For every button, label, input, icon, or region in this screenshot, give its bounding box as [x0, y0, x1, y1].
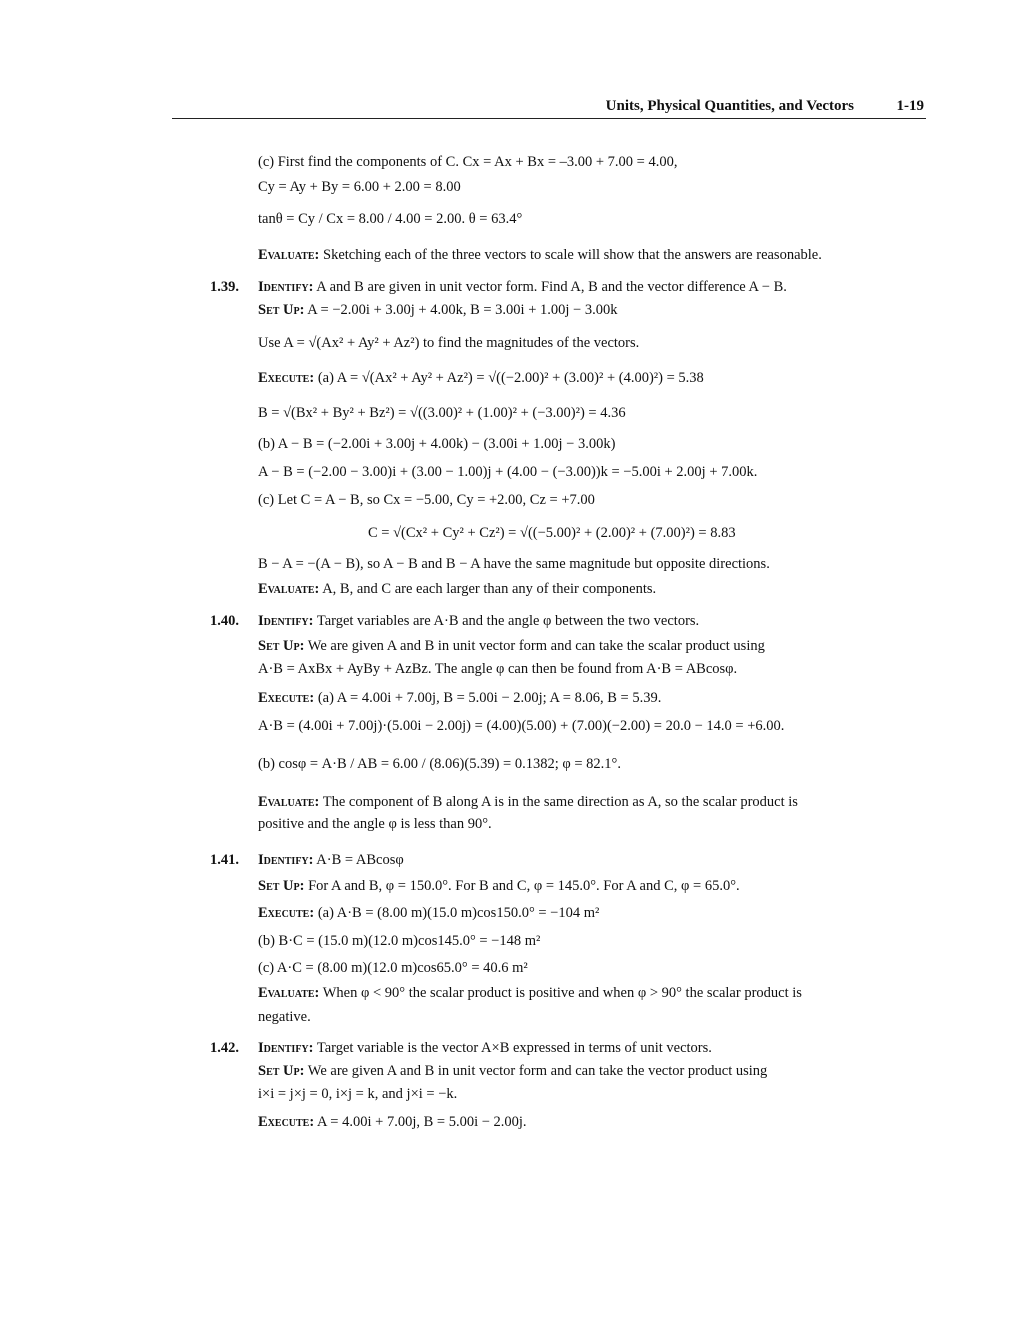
text-line: B − A = −(A − B), so A − B and B − A have the same magnitude but opposite directions. — [258, 556, 770, 572]
line-body: Sketching each of the three vectors to scale will show that the answers are reasonable. — [319, 247, 822, 263]
text-line — [258, 246, 822, 264]
text-line: A·B = AxBx + AyBy + AzBz. The angle φ can then be found from A·B = ABcosφ. — [258, 661, 738, 677]
text-line: negative. — [258, 1009, 311, 1025]
text-line — [258, 580, 656, 598]
text-line: B = √(Bx² + By² + Bz²) = √((3.00)² + (1.00)² + (−3.00)²) = 4.36 — [258, 405, 626, 421]
section-keyword: Identify: — [258, 613, 314, 629]
line-body: (a) A = √(Ax² + Ay² + Az²) = √((−2.00)² + (3.00)² + (4.00)²) = 5.38 — [314, 370, 704, 386]
chapter-title: Units, Physical Quantities, and Vectors — [605, 98, 854, 114]
text-line: A·B = (4.00i + 7.00j)·(5.00i − 2.00j) = (4.00)(5.00) + (7.00)(−2.00) = 20.0 − 14.0 = +6.00. — [258, 718, 785, 734]
text-line — [258, 877, 740, 895]
section-keyword: Identify: — [258, 1040, 314, 1056]
text-line — [258, 793, 798, 811]
text-line — [258, 278, 787, 296]
text-line: (b) A − B = (−2.00i + 3.00j + 4.00k) − (3.00i + 1.00j − 3.00k) — [258, 436, 616, 452]
line-body: A = 4.00i + 7.00j, B = 5.00i − 2.00j. — [314, 1114, 527, 1130]
section-keyword: Execute: — [258, 905, 315, 921]
line-body: We are given A and B in unit vector form and can take the scalar product using — [304, 638, 765, 654]
text-line: (c) First find the components of C. Cx = Ax + Bx = –3.00 + 7.00 = 4.00, — [258, 154, 678, 170]
text-line: Use A = √(Ax² + Ay² + Az²) to find the magnitudes of the vectors. — [258, 335, 640, 351]
running-header — [172, 98, 926, 119]
section-keyword: Evaluate: — [258, 581, 320, 597]
section-keyword: Set Up: — [258, 638, 305, 654]
text-line — [258, 851, 404, 869]
text-line: (b) B·C = (15.0 m)(12.0 m)cos145.0° = −148 m² — [258, 933, 541, 949]
text-line: (b) cosφ = A·B / AB = 6.00 / (8.06)(5.39) = 0.1382; φ = 82.1°. — [258, 756, 621, 772]
text-line — [258, 369, 704, 387]
section-keyword: Identify: — [258, 852, 314, 868]
line-body: When φ < 90° the scalar product is positive and when φ > 90° the scalar product is — [319, 985, 802, 1001]
line-body: Target variable is the vector A×B expressed in terms of unit vectors. — [313, 1040, 712, 1056]
problem-number: 1.40. — [210, 613, 239, 629]
line-body: (a) A·B = (8.00 m)(15.0 m)cos150.0° = −104 m² — [314, 905, 600, 921]
section-keyword: Execute: — [258, 370, 315, 386]
section-keyword: Evaluate: — [258, 247, 320, 263]
line-body: For A and B, φ = 150.0°. For B and C, φ = 145.0°. For A and C, φ = 65.0°. — [304, 878, 740, 894]
line-body: A, B, and C are each larger than any of their components. — [319, 581, 657, 597]
text-line: Cy = Ay + By = 6.00 + 2.00 = 8.00 — [258, 179, 461, 195]
text-line: i×i = j×j = 0, i×j = k, and j×i = −k. — [258, 1086, 458, 1102]
line-body: A = −2.00i + 3.00j + 4.00k, B = 3.00i + 1.00j − 3.00k — [304, 302, 618, 318]
text-line: A − B = (−2.00 − 3.00)i + (3.00 − 1.00)j + (4.00 − (−3.00))k = −5.00i + 2.00j + 7.00k. — [258, 464, 758, 480]
text-line — [258, 1039, 712, 1057]
text-line: (c) A·C = (8.00 m)(12.0 m)cos65.0° = 40.6 m² — [258, 960, 528, 976]
text-line: (c) Let C = A − B, so Cx = −5.00, Cy = +2.00, Cz = +7.00 — [258, 492, 595, 508]
problem-number: 1.41. — [210, 852, 239, 868]
line-body: (a) A = 4.00i + 7.00j, B = 5.00i − 2.00j; A = 8.06, B = 5.39. — [314, 690, 662, 706]
section-keyword: Identify: — [258, 279, 314, 295]
text-line: positive and the angle φ is less than 90°. — [258, 816, 492, 832]
text-line — [258, 984, 802, 1002]
text-line — [258, 904, 599, 922]
section-keyword: Execute: — [258, 690, 315, 706]
section-keyword: Execute: — [258, 1114, 315, 1130]
text-line: C = √(Cx² + Cy² + Cz²) = √((−5.00)² + (2.00)² + (7.00)²) = 8.83 — [368, 525, 736, 541]
text-line — [258, 612, 699, 630]
line-body: A and B are given in unit vector form. Find A, B and the vector difference A − B. — [313, 279, 787, 295]
section-keyword: Evaluate: — [258, 985, 320, 1001]
line-body: The component of B along A is in the same direction as A, so the scalar product is — [319, 794, 798, 810]
section-keyword: Set Up: — [258, 878, 305, 894]
text-line: tanθ = Cy / Cx = 8.00 / 4.00 = 2.00. θ = 63.4° — [258, 211, 523, 227]
section-keyword: Set Up: — [258, 302, 305, 318]
line-body: A·B = ABcosφ — [313, 852, 404, 868]
text-line — [258, 1113, 527, 1131]
line-body: Target variables are A·B and the angle φ between the two vectors. — [313, 613, 700, 629]
problem-number: 1.39. — [210, 279, 239, 295]
text-line — [258, 637, 765, 655]
text-line — [258, 301, 617, 319]
line-body: We are given A and B in unit vector form and can take the vector product using — [304, 1063, 768, 1079]
section-keyword: Evaluate: — [258, 794, 320, 810]
page-number: 1-19 — [896, 98, 924, 114]
section-keyword: Set Up: — [258, 1063, 305, 1079]
text-line — [258, 1062, 767, 1080]
text-line — [258, 689, 661, 707]
problem-number: 1.42. — [210, 1040, 239, 1056]
